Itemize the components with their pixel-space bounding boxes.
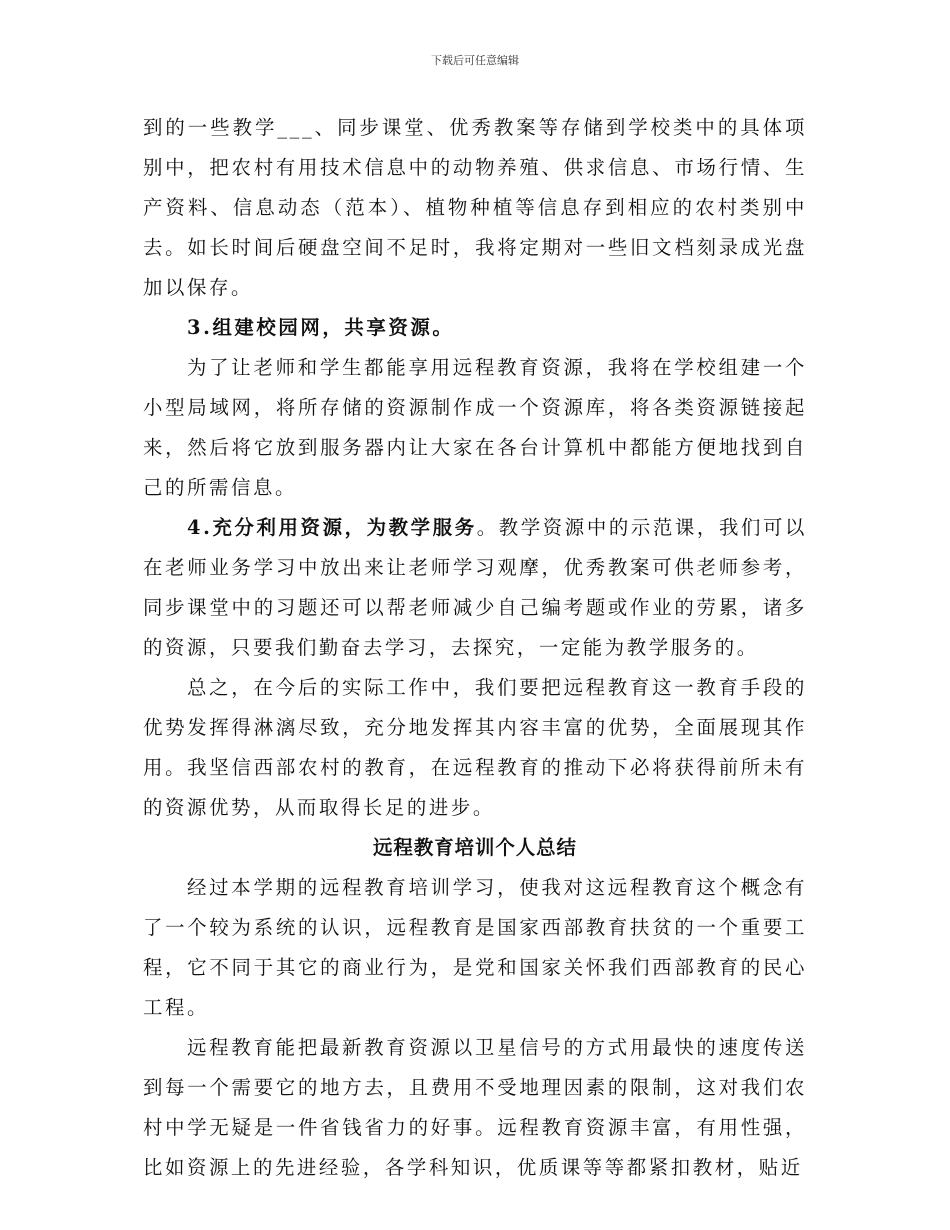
paragraph-conclusion: 总之，在今后的实际工作中，我们要把远程教育这一教育手段的优势发挥得淋漓尽致，充分地发挥其内容丰富的优势，全面展现其作用。我坚信西部农村的教育，在远程教育的推动下必将获得前所未有的资源优势，从而取得长足的进步。 (143, 676, 807, 819)
heading-campus-network: 3.组建校园网，共享资源。 (187, 316, 455, 339)
paragraph-summary-benefits: 远程教育能把最新教育资源以卫星信号的方式用最快的速度传送到每一个需要它的地方去，且费用不受地理因素的限制，这对我们农村中学无疑是一件省钱省力的好事。远程教育资源丰富，有用性强，比如资源上的先进经验，各学科知识，优质课等等都紧扣教材，贴近 (143, 1036, 807, 1179)
paragraph-storage: 到的一些教学___、同步课堂、优秀教案等存储到学校类中的具体项别中，把农村有用技术信息中的动物养殖、供求信息、市场行情、生产资料、信息动态（范本）、植物种植等信息存到相应的农村类别中去。如长时间后硬盘空间不足时，我将定期对一些旧文档刻录成光盘加以保存。 (143, 116, 807, 299)
paragraph-summary-intro: 经过本学期的远程教育培训学习，使我对这远程教育这个概念有了一个较为系统的认识，远程教育是国家西部教育扶贫的一个重要工程，它不同于其它的商业行为，是党和国家关怀我们西部教育的民心工程。 (143, 876, 807, 1019)
heading-teaching-service: 4.充分利用资源，为教学服务 (187, 516, 477, 539)
teaching-service-text: 。教学资源中的示范课，我们可以在老师业务学习中放出来让老师学习观摩，优秀教案可供老师参考，同步课堂中的习题还可以帮老师减少自己编考题或作业的劳累，诸多的资源，只要我们勤奋去学习，去探究，一定能为教学服务的。 (143, 516, 807, 659)
document-body (143, 108, 807, 1188)
section-title: 远程教育培训个人总结 (373, 836, 577, 859)
paragraph-campus-network: 为了让老师和学生都能享用远程教育资源，我将在学校组建一个小型局域网，将所存储的资源制作成一个资源库，将各类资源链接起来，然后将它放到服务器内让大家在各台计算机中都能方便地找到自己的所需信息。 (143, 356, 807, 499)
paragraph-teaching-service (143, 508, 807, 668)
page-header: 下载后可任意编辑 (431, 54, 519, 67)
